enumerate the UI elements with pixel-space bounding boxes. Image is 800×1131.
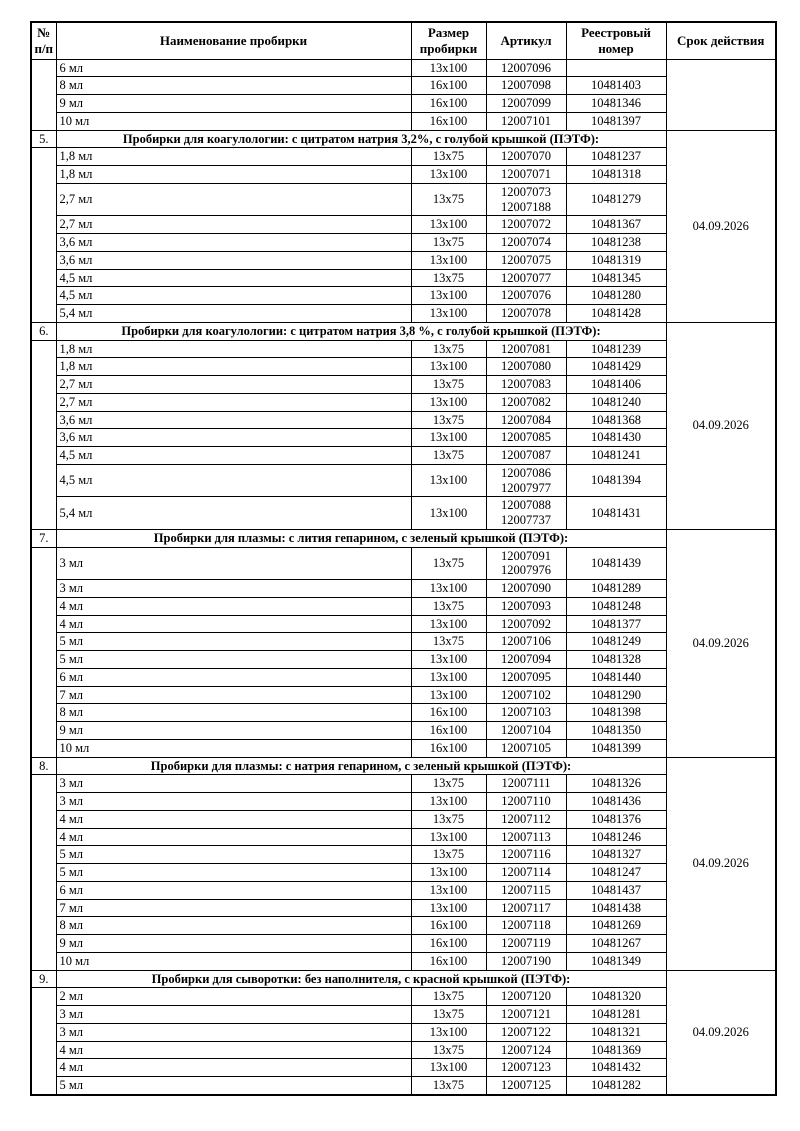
row-size-cell: 13x75: [411, 234, 486, 252]
row-registry-cell: 10481429: [566, 358, 666, 376]
row-size-cell: 16x100: [411, 77, 486, 95]
row-size-cell: 13x100: [411, 393, 486, 411]
row-article-cell: 12007120: [486, 988, 566, 1006]
row-registry-cell: 10481269: [566, 917, 666, 935]
row-size-cell: 13x75: [411, 597, 486, 615]
row-size-cell: 13x100: [411, 651, 486, 669]
row-size-cell: 13x75: [411, 1041, 486, 1059]
validity-cell: 04.09.2026: [666, 529, 776, 757]
section-number-span-cell: [31, 547, 56, 757]
row-name-cell: 4,5 мл: [56, 287, 411, 305]
row-article-cell: 12007095: [486, 668, 566, 686]
header-registry: Реестровый номер: [566, 22, 666, 59]
row-article-cell: 12007125: [486, 1077, 566, 1095]
row-name-cell: 3 мл: [56, 1023, 411, 1041]
section-number-span-cell: [31, 59, 56, 130]
row-size-cell: 13x100: [411, 1059, 486, 1077]
row-name-cell: 3,6 мл: [56, 251, 411, 269]
row-registry-cell: 10481437: [566, 881, 666, 899]
row-name-cell: 5 мл: [56, 633, 411, 651]
header-article: Артикул: [486, 22, 566, 59]
row-name-cell: 5 мл: [56, 1077, 411, 1095]
row-registry-cell: 10481280: [566, 287, 666, 305]
row-size-cell: 13x100: [411, 429, 486, 447]
row-article-cell: 12007099: [486, 95, 566, 113]
table-row: [31, 651, 776, 669]
row-registry-cell: 10481368: [566, 411, 666, 429]
row-article-cell: 12007121: [486, 1006, 566, 1024]
row-registry-cell: 10481398: [566, 704, 666, 722]
header-name: Наименование пробирки: [56, 22, 411, 59]
row-registry-cell: 10481399: [566, 739, 666, 757]
table-row: [31, 810, 776, 828]
row-article-cell: 12007123: [486, 1059, 566, 1077]
row-size-cell: 13x75: [411, 846, 486, 864]
row-name-cell: 4 мл: [56, 828, 411, 846]
row-name-cell: 6 мл: [56, 668, 411, 686]
row-registry-cell: 10481326: [566, 775, 666, 793]
section-number-cell: 6.: [31, 322, 56, 340]
row-article-cell: 12007190: [486, 952, 566, 970]
row-name-cell: 3 мл: [56, 580, 411, 598]
section-title-cell: Пробирки для плазмы: с натрия гепарином, с зеленый крышкой (ПЭТФ):: [56, 757, 666, 775]
row-name-cell: 2,7 мл: [56, 393, 411, 411]
table-row: [31, 917, 776, 935]
row-name-cell: 4 мл: [56, 810, 411, 828]
table-row: [31, 1006, 776, 1024]
row-name-cell: 6 мл: [56, 59, 411, 77]
row-size-cell: 13x75: [411, 447, 486, 465]
row-article-cell: 12007096: [486, 59, 566, 77]
table-row: [31, 77, 776, 95]
row-name-cell: 8 мл: [56, 917, 411, 935]
row-name-cell: 3 мл: [56, 793, 411, 811]
row-registry-cell: 10481432: [566, 1059, 666, 1077]
row-registry-cell: 10481394: [566, 464, 666, 497]
table-row: [31, 1041, 776, 1059]
row-size-cell: 13x100: [411, 615, 486, 633]
row-article-cell: 12007092: [486, 615, 566, 633]
row-registry-cell: 10481397: [566, 112, 666, 130]
row-article-cell: 12007112: [486, 810, 566, 828]
row-size-cell: 13x100: [411, 305, 486, 323]
row-registry-cell: 10481239: [566, 340, 666, 358]
row-article-cell: 12007087: [486, 447, 566, 465]
row-article-cell: 12007075: [486, 251, 566, 269]
row-registry-cell: 10481241: [566, 447, 666, 465]
row-article-cell: 12007114: [486, 864, 566, 882]
table-row: [31, 668, 776, 686]
table-header-row: [31, 22, 776, 59]
section-header-row: [31, 130, 776, 148]
row-registry-cell: [566, 59, 666, 77]
row-article-cell: 12007098: [486, 77, 566, 95]
row-registry-cell: 10481345: [566, 269, 666, 287]
row-registry-cell: 10481318: [566, 166, 666, 184]
row-registry-cell: 10481349: [566, 952, 666, 970]
table-row: [31, 376, 776, 394]
row-registry-cell: 10481267: [566, 935, 666, 953]
row-size-cell: 13x100: [411, 287, 486, 305]
table-row: [31, 1023, 776, 1041]
table-row: [31, 704, 776, 722]
row-name-cell: 8 мл: [56, 704, 411, 722]
table-row: [31, 686, 776, 704]
row-name-cell: 2,7 мл: [56, 183, 411, 216]
row-registry-cell: 10481248: [566, 597, 666, 615]
row-name-cell: 3,6 мл: [56, 234, 411, 252]
row-size-cell: 13x75: [411, 411, 486, 429]
row-registry-cell: 10481281: [566, 1006, 666, 1024]
row-size-cell: 13x100: [411, 497, 486, 530]
row-size-cell: 13x75: [411, 340, 486, 358]
table-row: [31, 429, 776, 447]
row-registry-cell: 10481369: [566, 1041, 666, 1059]
row-article-cell: 12007115: [486, 881, 566, 899]
row-name-cell: 10 мл: [56, 739, 411, 757]
row-registry-cell: 10481237: [566, 148, 666, 166]
row-name-cell: 4,5 мл: [56, 269, 411, 287]
row-registry-cell: 10481439: [566, 547, 666, 580]
row-name-cell: 1,8 мл: [56, 166, 411, 184]
row-article-cell: 12007104: [486, 722, 566, 740]
row-size-cell: 13x100: [411, 793, 486, 811]
product-table: [30, 21, 777, 1096]
row-size-cell: 13x100: [411, 1023, 486, 1041]
row-size-cell: 13x75: [411, 810, 486, 828]
row-size-cell: 16x100: [411, 917, 486, 935]
row-name-cell: 1,8 мл: [56, 358, 411, 376]
row-size-cell: 16x100: [411, 95, 486, 113]
row-size-cell: 13x100: [411, 828, 486, 846]
row-size-cell: 16x100: [411, 935, 486, 953]
row-size-cell: 13x100: [411, 59, 486, 77]
section-title-cell: Пробирки для плазмы: с лития гепарином, с зеленый крышкой (ПЭТФ):: [56, 529, 666, 547]
row-name-cell: 4 мл: [56, 615, 411, 633]
row-name-cell: 4 мл: [56, 1059, 411, 1077]
table-body: [31, 59, 776, 1095]
row-size-cell: 16x100: [411, 722, 486, 740]
table-row: [31, 952, 776, 970]
row-article-cell: [486, 497, 566, 530]
row-article-cell: [486, 183, 566, 216]
row-name-cell: 3 мл: [56, 1006, 411, 1024]
row-name-cell: 5 мл: [56, 864, 411, 882]
row-article-cell: 12007103: [486, 704, 566, 722]
table-row: [31, 828, 776, 846]
row-article-cell: 12007093: [486, 597, 566, 615]
article-line: 12007086: [501, 465, 551, 480]
row-registry-cell: 10481247: [566, 864, 666, 882]
row-name-cell: 6 мл: [56, 881, 411, 899]
row-registry-cell: 10481406: [566, 376, 666, 394]
table-row: [31, 597, 776, 615]
table-row: [31, 864, 776, 882]
table-row: [31, 988, 776, 1006]
row-size-cell: 13x75: [411, 547, 486, 580]
row-name-cell: 9 мл: [56, 935, 411, 953]
row-article-cell: 12007102: [486, 686, 566, 704]
row-name-cell: 1,8 мл: [56, 340, 411, 358]
row-article-cell: 12007117: [486, 899, 566, 917]
row-registry-cell: 10481240: [566, 393, 666, 411]
row-registry-cell: 10481346: [566, 95, 666, 113]
row-registry-cell: 10481327: [566, 846, 666, 864]
row-size-cell: 16x100: [411, 704, 486, 722]
article-line: 12007073: [501, 184, 551, 199]
section-title-cell: Пробирки для сыворотки: без наполнителя, с красной крышкой (ПЭТФ):: [56, 970, 666, 988]
row-name-cell: 8 мл: [56, 77, 411, 95]
row-article-cell: 12007090: [486, 580, 566, 598]
row-registry-cell: 10481319: [566, 251, 666, 269]
table-row: [31, 305, 776, 323]
row-article-cell: 12007124: [486, 1041, 566, 1059]
row-size-cell: 13x75: [411, 376, 486, 394]
header-num: № п/п: [31, 22, 56, 59]
row-name-cell: 5,4 мл: [56, 305, 411, 323]
row-article-cell: 12007081: [486, 340, 566, 358]
section-number-span-cell: [31, 988, 56, 1095]
table-row: [31, 547, 776, 580]
section-number-span-cell: [31, 340, 56, 529]
row-registry-cell: 10481246: [566, 828, 666, 846]
row-size-cell: 13x100: [411, 864, 486, 882]
row-registry-cell: 10481279: [566, 183, 666, 216]
row-size-cell: 16x100: [411, 112, 486, 130]
section-number-span-cell: [31, 148, 56, 323]
row-name-cell: 3 мл: [56, 547, 411, 580]
validity-cell: 04.09.2026: [666, 970, 776, 1095]
table-row: [31, 447, 776, 465]
row-registry-cell: 10481350: [566, 722, 666, 740]
table-row: [31, 358, 776, 376]
row-article-cell: 12007085: [486, 429, 566, 447]
row-size-cell: 13x100: [411, 464, 486, 497]
row-registry-cell: 10481290: [566, 686, 666, 704]
row-article-cell: 12007105: [486, 739, 566, 757]
table-row: [31, 899, 776, 917]
row-article-cell: 12007076: [486, 287, 566, 305]
table-row: [31, 1059, 776, 1077]
row-registry-cell: 10481320: [566, 988, 666, 1006]
table-row: [31, 234, 776, 252]
row-size-cell: 13x75: [411, 633, 486, 651]
row-article-cell: 12007077: [486, 269, 566, 287]
section-number-span-cell: [31, 775, 56, 970]
row-name-cell: 2 мл: [56, 988, 411, 1006]
validity-cell: [666, 59, 776, 130]
table-row: [31, 340, 776, 358]
row-article-cell: 12007106: [486, 633, 566, 651]
row-name-cell: 10 мл: [56, 112, 411, 130]
validity-cell: 04.09.2026: [666, 757, 776, 970]
table-row: [31, 251, 776, 269]
row-size-cell: 13x100: [411, 668, 486, 686]
row-article-cell: 12007072: [486, 216, 566, 234]
row-size-cell: 13x100: [411, 216, 486, 234]
section-number-cell: 5.: [31, 130, 56, 148]
table-row: [31, 269, 776, 287]
header-validity: Срок действия: [666, 22, 776, 59]
section-header-row: [31, 529, 776, 547]
row-name-cell: 9 мл: [56, 95, 411, 113]
row-name-cell: 1,8 мл: [56, 148, 411, 166]
row-registry-cell: 10481328: [566, 651, 666, 669]
table-row: [31, 287, 776, 305]
row-registry-cell: 10481282: [566, 1077, 666, 1095]
row-article-cell: 12007082: [486, 393, 566, 411]
validity-cell: 04.09.2026: [666, 322, 776, 529]
row-registry-cell: 10481321: [566, 1023, 666, 1041]
table-row: [31, 580, 776, 598]
section-title-cell: Пробирки для коагулологии: с цитратом натрия 3,8 %, с голубой крышкой (ПЭТФ):: [56, 322, 666, 340]
table-row: [31, 1077, 776, 1095]
row-article-cell: 12007083: [486, 376, 566, 394]
table-row: [31, 722, 776, 740]
row-name-cell: 2,7 мл: [56, 216, 411, 234]
table-row: [31, 464, 776, 497]
row-registry-cell: 10481238: [566, 234, 666, 252]
row-article-cell: 12007070: [486, 148, 566, 166]
row-size-cell: 16x100: [411, 739, 486, 757]
row-name-cell: 3 мл: [56, 775, 411, 793]
row-article-cell: 12007111: [486, 775, 566, 793]
table-row: [31, 216, 776, 234]
row-article-cell: 12007116: [486, 846, 566, 864]
row-size-cell: 13x100: [411, 580, 486, 598]
table-row: [31, 793, 776, 811]
table-row: [31, 148, 776, 166]
table-row: [31, 615, 776, 633]
row-article-cell: 12007074: [486, 234, 566, 252]
row-size-cell: 16x100: [411, 952, 486, 970]
article-line: 12007737: [501, 513, 551, 527]
row-article-cell: 12007071: [486, 166, 566, 184]
row-size-cell: 13x100: [411, 251, 486, 269]
table-row: [31, 881, 776, 899]
table-row: [31, 497, 776, 530]
table-row: [31, 775, 776, 793]
row-registry-cell: 10481376: [566, 810, 666, 828]
row-size-cell: 13x75: [411, 1077, 486, 1095]
section-title-cell: Пробирки для коагулологии: с цитратом натрия 3,2%, с голубой крышкой (ПЭТФ):: [56, 130, 666, 148]
table-row: [31, 633, 776, 651]
row-registry-cell: 10481249: [566, 633, 666, 651]
row-name-cell: 7 мл: [56, 899, 411, 917]
article-line: 12007088: [501, 498, 551, 513]
row-registry-cell: 10481428: [566, 305, 666, 323]
row-name-cell: 10 мл: [56, 952, 411, 970]
row-size-cell: 13x75: [411, 988, 486, 1006]
validity-cell: 04.09.2026: [666, 130, 776, 322]
row-article-cell: 12007119: [486, 935, 566, 953]
row-size-cell: 13x75: [411, 148, 486, 166]
row-size-cell: 13x100: [411, 166, 486, 184]
row-size-cell: 13x100: [411, 358, 486, 376]
row-article-cell: 12007078: [486, 305, 566, 323]
row-size-cell: 13x75: [411, 1006, 486, 1024]
row-name-cell: 2,7 мл: [56, 376, 411, 394]
row-name-cell: 4,5 мл: [56, 447, 411, 465]
row-article-cell: 12007122: [486, 1023, 566, 1041]
article-line: 12007091: [501, 548, 551, 563]
row-registry-cell: 10481367: [566, 216, 666, 234]
row-article-cell: [486, 547, 566, 580]
row-name-cell: 4 мл: [56, 597, 411, 615]
header-size: Размер пробирки: [411, 22, 486, 59]
row-article-cell: 12007080: [486, 358, 566, 376]
row-size-cell: 13x100: [411, 881, 486, 899]
article-line: 12007976: [501, 563, 551, 578]
table-row: [31, 411, 776, 429]
row-registry-cell: 10481436: [566, 793, 666, 811]
row-registry-cell: 10481438: [566, 899, 666, 917]
row-registry-cell: 10481403: [566, 77, 666, 95]
row-registry-cell: 10481430: [566, 429, 666, 447]
row-size-cell: 13x100: [411, 686, 486, 704]
row-name-cell: 5 мл: [56, 846, 411, 864]
table-row: [31, 59, 776, 77]
table-row: [31, 95, 776, 113]
row-name-cell: 3,6 мл: [56, 429, 411, 447]
article-line: 12007188: [501, 199, 551, 214]
row-article-cell: 12007094: [486, 651, 566, 669]
table-row: [31, 112, 776, 130]
row-registry-cell: 10481431: [566, 497, 666, 530]
row-name-cell: 9 мл: [56, 722, 411, 740]
section-header-row: [31, 970, 776, 988]
article-line: 12007977: [501, 480, 551, 495]
row-size-cell: 13x75: [411, 269, 486, 287]
row-article-cell: 12007101: [486, 112, 566, 130]
row-article-cell: 12007110: [486, 793, 566, 811]
row-article-cell: [486, 464, 566, 497]
row-registry-cell: 10481440: [566, 668, 666, 686]
section-header-row: [31, 322, 776, 340]
table-row: [31, 846, 776, 864]
table-row: [31, 183, 776, 216]
row-article-cell: 12007084: [486, 411, 566, 429]
row-name-cell: 5 мл: [56, 651, 411, 669]
section-number-cell: 7.: [31, 529, 56, 547]
row-name-cell: 3,6 мл: [56, 411, 411, 429]
row-size-cell: 13x100: [411, 899, 486, 917]
row-name-cell: 4,5 мл: [56, 464, 411, 497]
row-name-cell: 5,4 мл: [56, 497, 411, 530]
table-row: [31, 935, 776, 953]
row-article-cell: 12007118: [486, 917, 566, 935]
row-name-cell: 7 мл: [56, 686, 411, 704]
table-row: [31, 739, 776, 757]
section-number-cell: 9.: [31, 970, 56, 988]
row-article-cell: 12007113: [486, 828, 566, 846]
section-number-cell: 8.: [31, 757, 56, 775]
table-row: [31, 166, 776, 184]
row-registry-cell: 10481289: [566, 580, 666, 598]
section-header-row: [31, 757, 776, 775]
row-registry-cell: 10481377: [566, 615, 666, 633]
table-row: [31, 393, 776, 411]
row-size-cell: 13x75: [411, 183, 486, 216]
row-size-cell: 13x75: [411, 775, 486, 793]
row-name-cell: 4 мл: [56, 1041, 411, 1059]
